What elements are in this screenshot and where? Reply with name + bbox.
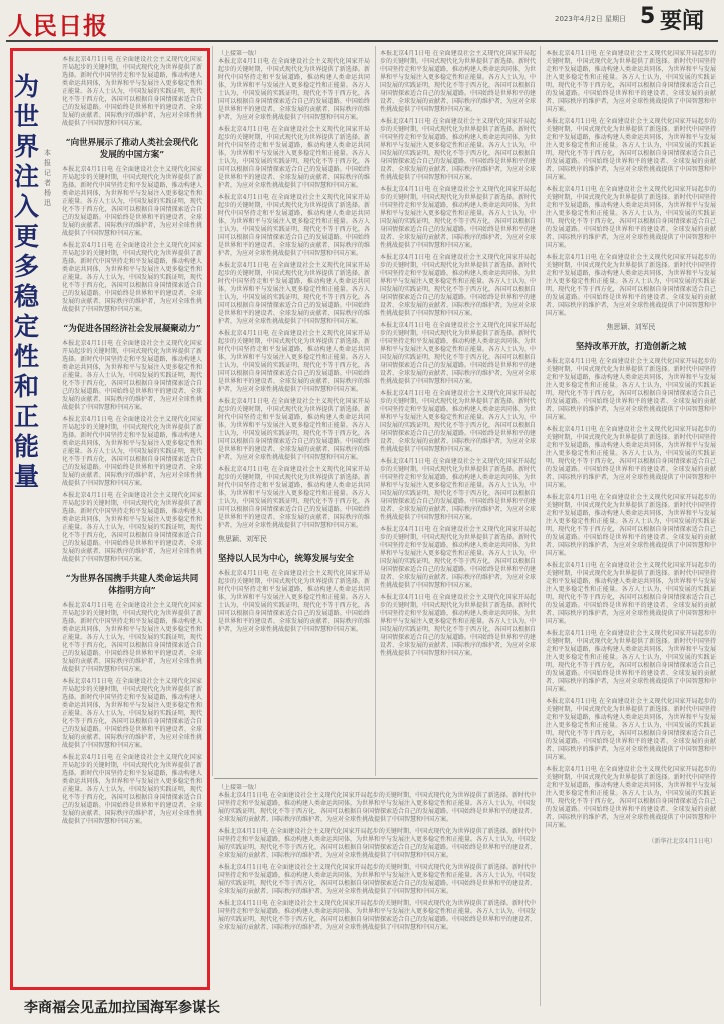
lead-headline: 为世界注入更多稳定性和正能量 [14,72,40,491]
article-paragraph: 本报北京4月1日电 在全面建设社会主义现代化国家开局起步的关键时期，中国式现代化为世界提供了新选择。新时代中国坚持走和平发展道路，推动构建人类命运共同体，为世界和平与发展注入更多稳定性和正能量。各方人士认为，中国发展的实践证明，现代化不等于西方化，各国可以根据自身国情探索适合自己的发展道路。中国始终是世界和平的建设者、全球发展的贡献者、国际秩序的维护者，为应对全球性挑战提供了中国智慧和中国方案。 [62,754,202,825]
article-paragraph: 本报北京4月1日电 在全面建设社会主义现代化国家开局起步的关键时期，中国式现代化为世界提供了新选择。新时代中国坚持走和平发展道路，推动构建人类命运共同体，为世界和平与发展注入更多稳定性和正能量。各方人士认为，中国发展的实践证明，现代化不等于西方化，各国可以根据自身国情探索适合自己的发展道路。中国始终是世界和平的建设者、全球发展的贡献者、国际秩序的维护者，为应对全球性挑战提供了中国智慧和中国方案。 [218,864,536,895]
article-paragraph: 本报北京4月1日电 在全面建设社会主义现代化国家开局起步的关键时期，中国式现代化为世界提供了新选择。新时代中国坚持走和平发展道路，推动构建人类命运共同体，为世界和平与发展注入更多稳定性和正能量。各方人士认为，中国发展的实践证明，现代化不等于西方化，各国可以根据自身国情探索适合自己的发展道路。中国始终是世界和平的建设者、全球发展的贡献者、国际秩序的维护者，为应对全球性挑战提供了中国智慧和中国方案。 [546,630,716,693]
article-paragraph: 本报北京4月1日电 在全面建设社会主义现代化国家开局起步的关键时期，中国式现代化为世界提供了新选择。新时代中国坚持走和平发展道路，推动构建人类命运共同体，为世界和平与发展注入更多稳定性和正能量。各方人士认为，中国发展的实践证明，现代化不等于西方化，各国可以根据自身国情探索适合自己的发展道路。中国始终是世界和平的建设者、全球发展的贡献者、国际秩序的维护者，为应对全球性挑战提供了中国智慧和中国方案。 [62,492,202,563]
lead-subhead-3: “为世界各国携手共建人类命运共同体指明方向” [65,574,199,596]
lead-subhead-2: “为促进各国经济社会发展凝聚动力” [63,324,201,334]
article-paragraph: 本报北京4月1日电 在全面建设社会主义现代化国家开局起步的关键时期，中国式现代化为世界提供了新选择。新时代中国坚持走和平发展道路，推动构建人类命运共同体，为世界和平与发展注入更多稳定性和正能量。各方人士认为，中国发展的实践证明，现代化不等于西方化，各国可以根据自身国情探索适合自己的发展道路。中国始终是世界和平的建设者、全球发展的贡献者、国际秩序的维护者，为应对全球性挑战提供了中国智慧和中国方案。 [380,186,536,249]
article-paragraph: 本报北京4月1日电 在全面建设社会主义现代化国家开局起步的关键时期，中国式现代化为世界提供了新选择。新时代中国坚持走和平发展道路，推动构建人类命运共同体，为世界和平与发展注入更多稳定性和正能量。各方人士认为，中国发展的实践证明，现代化不等于西方化，各国可以根据自身国情探索适合自己的发展道路。中国始终是世界和平的建设者、全球发展的贡献者、国际秩序的维护者，为应对全球性挑战提供了中国智慧和中国方案。 [62,416,202,487]
article-paragraph: 本报北京4月1日电 在全面建设社会主义现代化国家开局起步的关键时期，中国式现代化为世界提供了新选择。新时代中国坚持走和平发展道路，推动构建人类命运共同体，为世界和平与发展注入更多稳定性和正能量。各方人士认为，中国发展的实践证明，现代化不等于西方化，各国可以根据自身国情探索适合自己的发展道路。中国始终是世界和平的建设者、全球发展的贡献者、国际秩序的维护者，为应对全球性挑战提供了中国智慧和中国方案。 [218,828,536,859]
article-paragraph: 本报北京4月1日电 在全面建设社会主义现代化国家开局起步的关键时期，中国式现代化为世界提供了新选择。新时代中国坚持走和平发展道路，推动构建人类命运共同体，为世界和平与发展注入更多稳定性和正能量。各方人士认为，中国发展的实践证明，现代化不等于西方化，各国可以根据自身国情探索适合自己的发展道路。中国始终是世界和平的建设者、全球发展的贡献者、国际秩序的维护者，为应对全球性挑战提供了中国智慧和中国方案。 [218,570,370,633]
article-paragraph: 本报北京4月1日电 在全面建设社会主义现代化国家开局起步的关键时期，中国式现代化为世界提供了新选择。新时代中国坚持走和平发展道路，推动构建人类命运共同体，为世界和平与发展注入更多稳定性和正能量。各方人士认为，中国发展的实践证明，现代化不等于西方化，各国可以根据自身国情探索适合自己的发展道路。中国始终是世界和平的建设者、全球发展的贡献者、国际秩序的维护者，为应对全球性挑战提供了中国智慧和中国方案。 [546,698,716,761]
continuation-kicker: （上接第一版） [218,784,261,791]
page-number: 5 [640,4,656,29]
dateline: 2023年4月2日 星期日 [555,15,626,23]
article-paragraph: 本报北京4月1日电 在全面建设社会主义现代化国家开局起步的关键时期，中国式现代化为世界提供了新选择。新时代中国坚持走和平发展道路，推动构建人类命运共同体，为世界和平与发展注入更多稳定性和正能量。各方人士认为，中国发展的实践证明，现代化不等于西方化，各国可以根据自身国情探索适合自己的发展道路。中国始终是世界和平的建设者、全球发展的贡献者、国际秩序的维护者，为应对全球性挑战提供了中国智慧和中国方案。 [546,494,716,557]
article-paragraph: 本报北京4月1日电 在全面建设社会主义现代化国家开局起步的关键时期，中国式现代化为世界提供了新选择。新时代中国坚持走和平发展道路，推动构建人类命运共同体，为世界和平与发展注入更多稳定性和正能量。各方人士认为，中国发展的实践证明，现代化不等于西方化，各国可以根据自身国情探索适合自己的发展道路。中国始终是世界和平的建设者、全球发展的贡献者、国际秩序的维护者，为应对全球性挑战提供了中国智慧和中国方案。 [380,254,536,317]
article-credit: （新华社北京4月1日电） [648,838,716,845]
article-paragraph: 本报北京4月1日电 在全面建设社会主义现代化国家开局起步的关键时期，中国式现代化为世界提供了新选择。新时代中国坚持走和平发展道路，推动构建人类命运共同体，为世界和平与发展注入更多稳定性和正能量。各方人士认为，中国发展的实践证明，现代化不等于西方化，各国可以根据自身国情探索适合自己的发展道路。中国始终是世界和平的建设者、全球发展的贡献者、国际秩序的维护者，为应对全球性挑战提供了中国智慧和中国方案。 [218,792,536,823]
article-paragraph: 本报北京4月1日电 在全面建设社会主义现代化国家开局起步的关键时期，中国式现代化为世界提供了新选择。新时代中国坚持走和平发展道路，推动构建人类命运共同体，为世界和平与发展注入更多稳定性和正能量。各方人士认为，中国发展的实践证明，现代化不等于西方化，各国可以根据自身国情探索适合自己的发展道路。中国始终是世界和平的建设者、全球发展的贡献者、国际秩序的维护者，为应对全球性挑战提供了中国智慧和中国方案。 [380,594,536,657]
article-paragraph: 本报北京4月1日电 在全面建设社会主义现代化国家开局起步的关键时期，中国式现代化为世界提供了新选择。新时代中国坚持走和平发展道路，推动构建人类命运共同体，为世界和平与发展注入更多稳定性和正能量。各方人士认为，中国发展的实践证明，现代化不等于西方化，各国可以根据自身国情探索适合自己的发展道路。中国始终是世界和平的建设者、全球发展的贡献者、国际秩序的维护者，为应对全球性挑战提供了中国智慧和中国方案。 [546,50,716,113]
article-paragraph: 本报北京4月1日电 在全面建设社会主义现代化国家开局起步的关键时期，中国式现代化为世界提供了新选择。新时代中国坚持走和平发展道路，推动构建人类命运共同体，为世界和平与发展注入更多稳定性和正能量。各方人士认为，中国发展的实践证明，现代化不等于西方化，各国可以根据自身国情探索适合自己的发展道路。中国始终是世界和平的建设者、全球发展的贡献者、国际秩序的维护者，为应对全球性挑战提供了中国智慧和中国方案。 [62,242,202,313]
third-column-text [380,50,536,774]
newspaper-logo: 人民日报 [8,11,108,40]
right-column-article [546,50,716,1010]
article-paragraph: 本报北京4月1日电 在全面建设社会主义现代化国家开局起步的关键时期，中国式现代化为世界提供了新选择。新时代中国坚持走和平发展道路，推动构建人类命运共同体，为世界和平与发展注入更多稳定性和正能量。各方人士认为，中国发展的实践证明，现代化不等于西方化，各国可以根据自身国情探索适合自己的发展道路。中国始终是世界和平的建设者、全球发展的贡献者、国际秩序的维护者，为应对全球性挑战提供了中国智慧和中国方案。 [218,900,536,931]
middle-subheading: 坚持以人民为中心，统筹发展与安全 [218,554,355,564]
article-paragraph: 本报北京4月1日电 在全面建设社会主义现代化国家开局起步的关键时期，中国式现代化为世界提供了新选择。新时代中国坚持走和平发展道路，推动构建人类命运共同体，为世界和平与发展注入更多稳定性和正能量。各方人士认为，中国发展的实践证明，现代化不等于西方化，各国可以根据自身国情探索适合自己的发展道路。中国始终是世界和平的建设者、全球发展的贡献者、国际秩序的维护者，为应对全球性挑战提供了中国智慧和中国方案。 [546,186,716,249]
masthead [0,0,724,40]
column-divider [212,46,213,776]
article-paragraph: 本报北京4月1日电 在全面建设社会主义现代化国家开局起步的关键时期，中国式现代化为世界提供了新选择。新时代中国坚持走和平发展道路，推动构建人类命运共同体，为世界和平与发展注入更多稳定性和正能量。各方人士认为，中国发展的实践证明，现代化不等于西方化，各国可以根据自身国情探索适合自己的发展道路。中国始终是世界和平的建设者、全球发展的贡献者、国际秩序的维护者，为应对全球性挑战提供了中国智慧和中国方案。 [218,330,370,393]
article-paragraph: 本报北京4月1日电 在全面建设社会主义现代化国家开局起步的关键时期，中国式现代化为世界提供了新选择。新时代中国坚持走和平发展道路，推动构建人类命运共同体，为世界和平与发展注入更多稳定性和正能量。各方人士认为，中国发展的实践证明，现代化不等于西方化，各国可以根据自身国情探索适合自己的发展道路。中国始终是世界和平的建设者、全球发展的贡献者、国际秩序的维护者，为应对全球性挑战提供了中国智慧和中国方案。 [380,526,536,589]
article-paragraph: 本报北京4月1日电 在全面建设社会主义现代化国家开局起步的关键时期，中国式现代化为世界提供了新选择。新时代中国坚持走和平发展道路，推动构建人类命运共同体，为世界和平与发展注入更多稳定性和正能量。各方人士认为，中国发展的实践证明，现代化不等于西方化，各国可以根据自身国情探索适合自己的发展道路。中国始终是世界和平的建设者、全球发展的贡献者、国际秩序的维护者，为应对全球性挑战提供了中国智慧和中国方案。 [62,166,202,237]
article-paragraph: 本报北京4月1日电 在全面建设社会主义现代化国家开局起步的关键时期，中国式现代化为世界提供了新选择。新时代中国坚持走和平发展道路，推动构建人类命运共同体，为世界和平与发展注入更多稳定性和正能量。各方人士认为，中国发展的实践证明，现代化不等于西方化，各国可以根据自身国情探索适合自己的发展道路。中国始终是世界和平的建设者、全球发展的贡献者、国际秩序的维护者，为应对全球性挑战提供了中国智慧和中国方案。 [546,426,716,489]
article-paragraph: 本报北京4月1日电 在全面建设社会主义现代化国家开局起步的关键时期，中国式现代化为世界提供了新选择。新时代中国坚持走和平发展道路，推动构建人类命运共同体，为世界和平与发展注入更多稳定性和正能量。各方人士认为，中国发展的实践证明，现代化不等于西方化，各国可以根据自身国情探索适合自己的发展道路。中国始终是世界和平的建设者、全球发展的贡献者、国际秩序的维护者，为应对全球性挑战提供了中国智慧和中国方案。 [380,118,536,181]
right-subheading: 坚持改革开放，打造创新之城 [575,342,687,352]
article-paragraph: 本报北京4月1日电 在全面建设社会主义现代化国家开局起步的关键时期，中国式现代化为世界提供了新选择。新时代中国坚持走和平发展道路，推动构建人类命运共同体，为世界和平与发展注入更多稳定性和正能量。各方人士认为，中国发展的实践证明，现代化不等于西方化，各国可以根据自身国情探索适合自己的发展道路。中国始终是世界和平的建设者、全球发展的贡献者、国际秩序的维护者，为应对全球性挑战提供了中国智慧和中国方案。 [218,126,370,189]
column-divider [540,46,541,1006]
section-divider [214,778,538,779]
lead-byline: 本报记者 杨迅 [44,149,51,207]
article-paragraph: 本报北京4月1日电 在全面建设社会主义现代化国家开局起步的关键时期，中国式现代化为世界提供了新选择。新时代中国坚持走和平发展道路，推动构建人类命运共同体，为世界和平与发展注入更多稳定性和正能量。各方人士认为，中国发展的实践证明，现代化不等于西方化，各国可以根据自身国情探索适合自己的发展道路。中国始终是世界和平的建设者、全球发展的贡献者、国际秩序的维护者，为应对全球性挑战提供了中国智慧和中国方案。 [218,58,370,121]
column-divider [375,46,376,776]
article-paragraph: 本报北京4月1日电 在全面建设社会主义现代化国家开局起步的关键时期，中国式现代化为世界提供了新选择。新时代中国坚持走和平发展道路，推动构建人类命运共同体，为世界和平与发展注入更多稳定性和正能量。各方人士认为，中国发展的实践证明，现代化不等于西方化，各国可以根据自身国情探索适合自己的发展道路。中国始终是世界和平的建设者、全球发展的贡献者、国际秩序的维护者，为应对全球性挑战提供了中国智慧和中国方案。 [218,398,370,461]
article-paragraph: 本报北京4月1日电 在全面建设社会主义现代化国家开局起步的关键时期，中国式现代化为世界提供了新选择。新时代中国坚持走和平发展道路，推动构建人类命运共同体，为世界和平与发展注入更多稳定性和正能量。各方人士认为，中国发展的实践证明，现代化不等于西方化，各国可以根据自身国情探索适合自己的发展道路。中国始终是世界和平的建设者、全球发展的贡献者、国际秩序的维护者，为应对全球性挑战提供了中国智慧和中国方案。 [546,766,716,829]
article-paragraph: 本报北京4月1日电 在全面建设社会主义现代化国家开局起步的关键时期，中国式现代化为世界提供了新选择。新时代中国坚持走和平发展道路，推动构建人类命运共同体，为世界和平与发展注入更多稳定性和正能量。各方人士认为，中国发展的实践证明，现代化不等于西方化，各国可以根据自身国情探索适合自己的发展道路。中国始终是世界和平的建设者、全球发展的贡献者、国际秩序的维护者，为应对全球性挑战提供了中国智慧和中国方案。 [546,118,716,181]
article-paragraph: 本报北京4月1日电 在全面建设社会主义现代化国家开局起步的关键时期，中国式现代化为世界提供了新选择。新时代中国坚持走和平发展道路，推动构建人类命运共同体，为世界和平与发展注入更多稳定性和正能量。各方人士认为，中国发展的实践证明，现代化不等于西方化，各国可以根据自身国情探索适合自己的发展道路。中国始终是世界和平的建设者、全球发展的贡献者、国际秩序的维护者，为应对全球性挑战提供了中国智慧和中国方案。 [380,322,536,385]
article-paragraph: 本报北京4月1日电 在全面建设社会主义现代化国家开局起步的关键时期，中国式现代化为世界提供了新选择。新时代中国坚持走和平发展道路，推动构建人类命运共同体，为世界和平与发展注入更多稳定性和正能量。各方人士认为，中国发展的实践证明，现代化不等于西方化，各国可以根据自身国情探索适合自己的发展道路。中国始终是世界和平的建设者、全球发展的贡献者、国际秩序的维护者，为应对全球性挑战提供了中国智慧和中国方案。 [218,262,370,325]
article-paragraph: 本报北京4月1日电 在全面建设社会主义现代化国家开局起步的关键时期，中国式现代化为世界提供了新选择。新时代中国坚持走和平发展道路，推动构建人类命运共同体，为世界和平与发展注入更多稳定性和正能量。各方人士认为，中国发展的实践证明，现代化不等于西方化，各国可以根据自身国情探索适合自己的发展道路。中国始终是世界和平的建设者、全球发展的贡献者、国际秩序的维护者，为应对全球性挑战提供了中国智慧和中国方案。 [62,602,202,673]
article-paragraph: 本报北京4月1日电 在全面建设社会主义现代化国家开局起步的关键时期，中国式现代化为世界提供了新选择。新时代中国坚持走和平发展道路，推动构建人类命运共同体，为世界和平与发展注入更多稳定性和正能量。各方人士认为，中国发展的实践证明，现代化不等于西方化，各国可以根据自身国情探索适合自己的发展道路。中国始终是世界和平的建设者、全球发展的贡献者、国际秩序的维护者，为应对全球性挑战提供了中国智慧和中国方案。 [218,194,370,257]
masthead-rule [6,40,718,42]
continuation-kicker: （上接第一版） [218,50,261,57]
article-paragraph: 本报北京4月1日电 在全面建设社会主义现代化国家开局起步的关键时期，中国式现代化为世界提供了新选择。新时代中国坚持走和平发展道路，推动构建人类命运共同体，为世界和平与发展注入更多稳定性和正能量。各方人士认为，中国发展的实践证明，现代化不等于西方化，各国可以根据自身国情探索适合自己的发展道路。中国始终是世界和平的建设者、全球发展的贡献者、国际秩序的维护者，为应对全球性挑战提供了中国智慧和中国方案。 [546,358,716,421]
article-paragraph: 本报北京4月1日电 在全面建设社会主义现代化国家开局起步的关键时期，中国式现代化为世界提供了新选择。新时代中国坚持走和平发展道路，推动构建人类命运共同体，为世界和平与发展注入更多稳定性和正能量。各方人士认为，中国发展的实践证明，现代化不等于西方化，各国可以根据自身国情探索适合自己的发展道路。中国始终是世界和平的建设者、全球发展的贡献者、国际秩序的维护者，为应对全球性挑战提供了中国智慧和中国方案。 [546,562,716,625]
article-paragraph: 本报北京4月1日电 在全面建设社会主义现代化国家开局起步的关键时期，中国式现代化为世界提供了新选择。新时代中国坚持走和平发展道路，推动构建人类命运共同体，为世界和平与发展注入更多稳定性和正能量。各方人士认为，中国发展的实践证明，现代化不等于西方化，各国可以根据自身国情探索适合自己的发展道路。中国始终是世界和平的建设者、全球发展的贡献者、国际秩序的维护者，为应对全球性挑战提供了中国智慧和中国方案。 [62,340,202,411]
section-byline: 焦思颖、刘军民 [218,535,267,543]
bottom-headline: 李商福会见孟加拉国海军参谋长 [24,1000,220,1016]
article-paragraph: 本报北京4月1日电 在全面建设社会主义现代化国家开局起步的关键时期，中国式现代化为世界提供了新选择。新时代中国坚持走和平发展道路，推动构建人类命运共同体，为世界和平与发展注入更多稳定性和正能量。各方人士认为，中国发展的实践证明，现代化不等于西方化，各国可以根据自身国情探索适合自己的发展道路。中国始终是世界和平的建设者、全球发展的贡献者、国际秩序的维护者，为应对全球性挑战提供了中国智慧和中国方案。 [380,50,536,113]
article-paragraph: 本报北京4月1日电 在全面建设社会主义现代化国家开局起步的关键时期，中国式现代化为世界提供了新选择。新时代中国坚持走和平发展道路，推动构建人类命运共同体，为世界和平与发展注入更多稳定性和正能量。各方人士认为，中国发展的实践证明，现代化不等于西方化，各国可以根据自身国情探索适合自己的发展道路。中国始终是世界和平的建设者、全球发展的贡献者、国际秩序的维护者，为应对全球性挑战提供了中国智慧和中国方案。 [62,56,202,127]
article-paragraph: 本报北京4月1日电 在全面建设社会主义现代化国家开局起步的关键时期，中国式现代化为世界提供了新选择。新时代中国坚持走和平发展道路，推动构建人类命运共同体，为世界和平与发展注入更多稳定性和正能量。各方人士认为，中国发展的实践证明，现代化不等于西方化，各国可以根据自身国情探索适合自己的发展道路。中国始终是世界和平的建设者、全球发展的贡献者、国际秩序的维护者，为应对全球性挑战提供了中国智慧和中国方案。 [380,390,536,453]
article-paragraph: 本报北京4月1日电 在全面建设社会主义现代化国家开局起步的关键时期，中国式现代化为世界提供了新选择。新时代中国坚持走和平发展道路，推动构建人类命运共同体，为世界和平与发展注入更多稳定性和正能量。各方人士认为，中国发展的实践证明，现代化不等于西方化，各国可以根据自身国情探索适合自己的发展道路。中国始终是世界和平的建设者、全球发展的贡献者、国际秩序的维护者，为应对全球性挑战提供了中国智慧和中国方案。 [62,678,202,749]
middle-column-article [218,50,370,774]
lower-middle-article [218,784,536,1016]
article-paragraph: 本报北京4月1日电 在全面建设社会主义现代化国家开局起步的关键时期，中国式现代化为世界提供了新选择。新时代中国坚持走和平发展道路，推动构建人类命运共同体，为世界和平与发展注入更多稳定性和正能量。各方人士认为，中国发展的实践证明，现代化不等于西方化，各国可以根据自身国情探索适合自己的发展道路。中国始终是世界和平的建设者、全球发展的贡献者、国际秩序的维护者，为应对全球性挑战提供了中国智慧和中国方案。 [380,458,536,521]
article-paragraph: 本报北京4月1日电 在全面建设社会主义现代化国家开局起步的关键时期，中国式现代化为世界提供了新选择。新时代中国坚持走和平发展道路，推动构建人类命运共同体，为世界和平与发展注入更多稳定性和正能量。各方人士认为，中国发展的实践证明，现代化不等于西方化，各国可以根据自身国情探索适合自己的发展道路。中国始终是世界和平的建设者、全球发展的贡献者、国际秩序的维护者，为应对全球性挑战提供了中国智慧和中国方案。 [218,466,370,529]
section-byline: 焦思颖、刘军民 [606,323,656,331]
lead-article-body [62,56,202,984]
lead-subhead-1: “向世界展示了推动人类社会现代化发展的中国方案” [65,138,199,160]
section-name: 要闻 [660,8,705,34]
article-paragraph: 本报北京4月1日电 在全面建设社会主义现代化国家开局起步的关键时期，中国式现代化为世界提供了新选择。新时代中国坚持走和平发展道路，推动构建人类命运共同体，为世界和平与发展注入更多稳定性和正能量。各方人士认为，中国发展的实践证明，现代化不等于西方化，各国可以根据自身国情探索适合自己的发展道路。中国始终是世界和平的建设者、全球发展的贡献者、国际秩序的维护者，为应对全球性挑战提供了中国智慧和中国方案。 [546,254,716,317]
